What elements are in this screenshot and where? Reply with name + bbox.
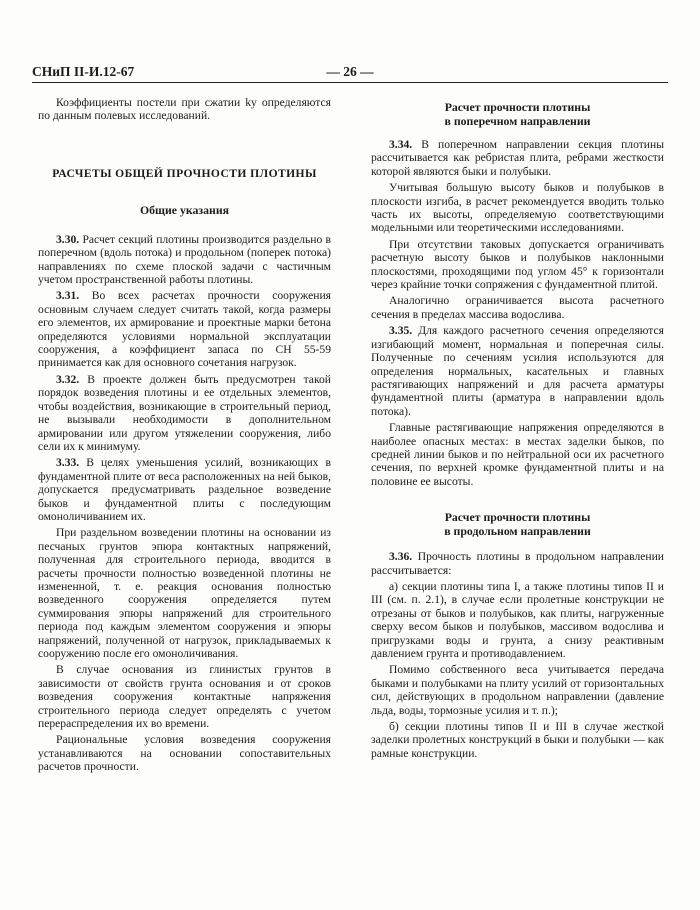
clause-number: 3.36. — [389, 550, 413, 564]
subsection-transverse-title — [371, 100, 664, 128]
intro-paragraph: Коэффициенты постели при сжатии ky определяются по данным полевых исследований. — [38, 96, 331, 123]
paragraph — [38, 373, 331, 453]
subsection-title-line: в поперечном направлении — [444, 114, 591, 128]
right-column — [371, 96, 664, 763]
paragraph — [371, 238, 664, 292]
clause-number: 3.34. — [389, 138, 413, 151]
paragraph — [38, 456, 331, 523]
paragraph — [371, 324, 664, 418]
paragraph — [371, 421, 664, 488]
page-number: — 26 — — [326, 64, 374, 79]
paragraph — [38, 233, 331, 287]
longitudinal-paragraphs — [371, 550, 664, 760]
left-column — [38, 96, 331, 777]
document-code: СНиП II-И.12-67 — [32, 64, 135, 79]
paragraph — [371, 294, 664, 321]
paragraph-text: б) секции плотины типов II и III в случае жесткой заделки пролетных конструкций в быки и полубыки — как рамные конструкции. — [371, 720, 664, 760]
paragraph-text: Учитывая большую высоту быков и полубыков в плоскости изгиба, в расчет рекомендуется вводить только часть их высоты, определяемую соответствующими модельными или теоретическими исследованиями. — [371, 181, 664, 235]
paragraph-text: При раздельном возведении плотины на основании из песчаных грунтов эпюра контактных напряжений, полученная для строительного периода, вводится в расчеты прочности полностью возведенной плотины не измененной, т. е. реакция основания полностью возведенного сооружения определяется путем суммирования эпюры напряжений для строительного периода под каждым элементом сооружения и эпюры напряжений, полученной от нагрузок, прикладываемых к сооружению после его омоноличивания. — [38, 526, 331, 660]
paragraph — [371, 663, 664, 717]
paragraph — [371, 720, 664, 760]
clause-number: 3.33. — [56, 456, 80, 470]
paragraph — [38, 733, 331, 773]
paragraph — [38, 663, 331, 730]
paragraph-text: Аналогично ограничивается высота расчетного сечения в пределах массива водослива. — [371, 294, 664, 321]
paragraph-text: При отсутствии таковых допускается ограничивать расчетную высоту быков и полубыков наклонными плоскостями, проходящими под углом 45° к горизонтали через крайние точки сопряжения с фундаментной плитой. — [371, 237, 664, 292]
subsection-title: Общие указания — [139, 202, 230, 217]
header-rule — [32, 82, 668, 83]
paragraph-text: В поперечном направлении секция плотины рассчитывается как ребристая плита, ребрами жесткости которой являются быки и полубыки. — [371, 138, 664, 178]
paragraph — [371, 181, 664, 235]
section-title: РАСЧЕТЫ ОБЩЕЙ ПРОЧНОСТИ ПЛОТИНЫ — [52, 166, 317, 180]
paragraph-text: Во всех расчетах прочности сооружения основным случаем следует считать такой, когда размеры его элементов, их армирование и проектные марки бетона определяются условиями нормальной эксплуатации сооружения, а коэффициент запаса по СН 55-59 принимается как для основного сочетания нагрузок. — [38, 289, 331, 370]
subsection-title-line: в продольном направлении — [444, 524, 591, 539]
subsection-longitudinal-title — [371, 510, 664, 538]
subsection-title-line: Расчет прочности плотины — [444, 510, 591, 525]
paragraph-text: В целях уменьшения усилий, возникающих в фундаментной плите от веса расположенных на ней быков, допускается предусматривать раздельное возведение быков и фундаментной плиты с последующим омоноличиванием их. — [38, 456, 331, 523]
paragraph — [371, 550, 664, 577]
transverse-paragraphs — [371, 138, 664, 488]
subsection-title-line: Расчет прочности плотины — [444, 100, 591, 114]
paragraph-text: В случае основания из глинистых грунтов в зависимости от свойств грунта основания и от сроков возведения сооружения контактные напряжения строительного периода следует определять с учетом перераспределения их во времени. — [38, 663, 331, 731]
paragraph-text: Прочность плотины в продольном направлении рассчитывается: — [371, 550, 664, 577]
paragraph-text: Расчет секций плотины производится раздельно в поперечном (вдоль потока) и продольном (поперек потока) направлениях по схеме плоской задачи с частичным учетом пространственной работы плотины. — [38, 232, 331, 287]
page-header — [32, 60, 668, 84]
paragraph-text: а) секции плотины типа I, а также плотины типов II и III (см. п. 2.1), в случае если пролетные конструкции не отрезаны от быков и полубыков, как плиты, нагруженные сверху весом быков и полубыков, массивом водослива и пригрузками воды и грунта, а снизу реактивным давлением грунта и противодавлением. — [371, 579, 664, 660]
paragraph-text: Рациональные условия возведения сооружения устанавливаются на основании сопоставительных расчетов прочности. — [38, 733, 331, 774]
paragraph-text: Для каждого расчетного сечения определяются изгибающий момент, нормальная и поперечная силы. Полученные по сечениям усилия используются для определения нормальных, касательных и главных растягивающих напряжений и для расчета арматуры фундаментной плиты (арматура в направлении вдоль потока). — [371, 324, 664, 418]
paragraph-text: Помимо собственного веса учитывается передача быками и полубыками на плиту усилий от горизонтальных сил, действующих в продольном направлении (давление льда, воды, тормозные усилия и т. п.); — [371, 663, 664, 717]
paragraph — [38, 289, 331, 369]
paragraph — [38, 526, 331, 660]
paragraph — [371, 580, 664, 660]
left-paragraphs — [38, 233, 331, 774]
clause-number: 3.30. — [56, 232, 80, 246]
paragraph — [371, 138, 664, 178]
paragraph-text: В проекте должен быть предусмотрен такой порядок возведения плотины и ее отдельных элементов, чтобы воздействия, возникающие в строительный период, не вызывали необходимости в дополнительном армировании или другом утяжелении сооружения, либо сели их к минимуму. — [38, 372, 331, 453]
paragraph-text: Главные растягивающие напряжения определяются в наиболее опасных местах: в местах заделки быков, по средней линии быков и по нейтральной оси их расчетного сечения, по верхней кромке фундаментной плиты и на половине ее высоты. — [371, 421, 664, 488]
clause-number: 3.32. — [56, 372, 80, 386]
clause-number: 3.35. — [389, 324, 413, 338]
clause-number: 3.31. — [56, 289, 80, 303]
